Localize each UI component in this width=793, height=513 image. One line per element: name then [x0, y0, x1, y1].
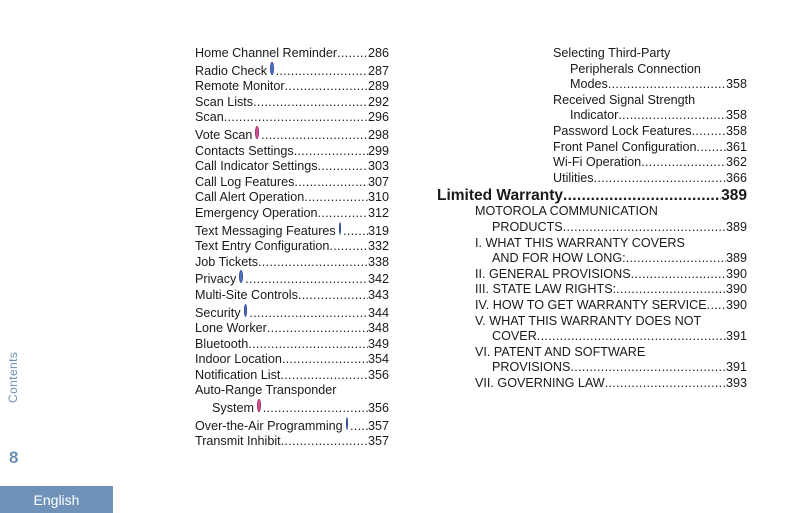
toc-leader-dots: [697, 140, 726, 156]
toc-entry-title: PROVISIONS: [492, 360, 571, 375]
toc-entry-title: Call Alert Operation: [195, 190, 305, 205]
toc-page-number: 354: [367, 352, 389, 367]
toc-entry-title: VII. GOVERNING LAW: [475, 375, 605, 390]
toc-entry[interactable]: [195, 255, 389, 271]
toc-page-number: 390: [725, 297, 747, 312]
toc-entry-title: MOTOROLA COMMUNICATION: [475, 204, 658, 219]
toc-entry[interactable]: [195, 222, 389, 240]
toc-leader-dots: [616, 282, 726, 298]
toc-entry-title: Emergency Operation: [195, 205, 318, 220]
toc-entry-title: Front Panel Configuration: [553, 139, 697, 154]
toc-page-number: 389: [721, 187, 747, 205]
toc-entry[interactable]: [195, 206, 389, 222]
toc-entry[interactable]: [475, 345, 747, 376]
toc-entry-title: AND FOR HOW LONG:: [492, 251, 626, 266]
toc-entry[interactable]: [195, 62, 389, 80]
toc-page-number: 299: [367, 143, 389, 158]
toc-leader-dots: [253, 95, 368, 111]
toc-entry-title: Job Tickets: [195, 254, 258, 269]
toc-entry-title: V. WHAT THIS WARRANTY DOES NOT: [475, 313, 702, 328]
toc-entry[interactable]: [475, 204, 747, 235]
toc-entry-title: Password Lock Features: [553, 123, 692, 138]
toc-page-number: 298: [367, 127, 389, 142]
toc-leader-dots: [692, 124, 726, 140]
toc-entry[interactable]: [195, 383, 389, 416]
toc-leader-dots: [318, 159, 368, 175]
toc-entry-title: I. WHAT THIS WARRANTY COVERS: [475, 235, 685, 250]
toc-entry-title: Remote Monitor: [195, 79, 285, 94]
toc-column-right: [437, 46, 747, 391]
toc-leader-dots: [605, 376, 726, 392]
toc-page-number: 390: [725, 282, 747, 297]
toc-entry[interactable]: [195, 46, 389, 62]
toc-leader-dots: [631, 267, 726, 283]
toc-page-number: 344: [367, 305, 389, 320]
toc-entry-title: Call Indicator Settings: [195, 159, 318, 174]
toc-entry-title: II. GENERAL PROVISIONS: [475, 266, 631, 281]
toc-leader-dots: [280, 368, 368, 384]
toc-entry-title: Notification List: [195, 367, 281, 382]
toc-leader-dots: [626, 251, 726, 267]
toc-leader-dots: [570, 360, 726, 376]
toc-leader-dots: [298, 288, 368, 304]
toc-entry[interactable]: [195, 79, 389, 95]
toc-leader-dots: [337, 46, 368, 62]
toc-entry-title: COVER: [492, 329, 537, 344]
toc-page-number: 338: [367, 254, 389, 269]
toc-leader-dots: [249, 306, 368, 322]
toc-entry-title: Selecting Third-Party: [553, 46, 671, 60]
toc-page-number: 389: [725, 251, 747, 266]
software-feature-icon: [339, 222, 341, 235]
toc-entry[interactable]: [475, 282, 747, 298]
toc-leader-dots: [294, 175, 368, 191]
toc-page-number: 348: [367, 321, 389, 336]
toc-entry[interactable]: [195, 417, 389, 435]
software-feature-icon: [244, 304, 248, 317]
toc-entry[interactable]: [553, 46, 747, 93]
toc-page-number: 289: [367, 79, 389, 94]
toc-leader-dots: [248, 337, 368, 353]
software-feature-icon: [239, 270, 243, 283]
toc-entry[interactable]: [475, 314, 747, 345]
toc-entry-title: PRODUCTS: [492, 219, 563, 234]
toc-entry[interactable]: [195, 126, 389, 144]
toc-page-number: 358: [725, 108, 747, 123]
toc-entry[interactable]: [195, 95, 389, 111]
toc-entry[interactable]: [195, 110, 389, 126]
toc-entry[interactable]: [553, 171, 747, 187]
toc-leader-dots: [563, 186, 721, 205]
toc-entry-title: Contacts Settings: [195, 143, 294, 158]
toc-entry[interactable]: [195, 434, 389, 450]
toc-leader-dots: [281, 434, 368, 450]
toc-page-number: 356: [367, 367, 389, 382]
toc-entry-title: Home Channel Reminder: [195, 46, 338, 60]
software-feature-icon: [270, 62, 273, 75]
toc-page-number: 361: [725, 139, 747, 154]
toc-leader-dots: [263, 401, 368, 417]
toc-page-number: 390: [725, 266, 747, 281]
sidebar-section-label: Contents: [6, 351, 20, 403]
toc-entry-title: Scan Lists: [195, 94, 254, 109]
toc-entry-title: III. STATE LAW RIGHTS:: [475, 282, 617, 297]
toc-entry-title: Scan: [195, 110, 224, 125]
toc-leader-dots: [594, 171, 726, 187]
toc-page-number: 349: [367, 336, 389, 351]
toc-entry[interactable]: [553, 140, 747, 156]
toc-leader-dots: [245, 272, 368, 288]
toc-page-number: 296: [367, 110, 389, 125]
toc-entry[interactable]: [195, 175, 389, 191]
toc-entry-title: Security: [195, 305, 241, 320]
toc-entry-title: Indicator: [570, 108, 619, 123]
toc-page-number: 362: [725, 155, 747, 170]
capacity-max-feature-icon: [257, 399, 261, 412]
toc-entry[interactable]: [195, 304, 389, 322]
toc-leader-dots: [329, 239, 368, 255]
toc-entry[interactable]: [195, 337, 389, 353]
toc-entry-title: Modes: [570, 77, 608, 92]
toc-entry-title: Received Signal Strength: [553, 92, 696, 107]
toc-page-number: 287: [367, 63, 389, 78]
toc-leader-dots: [318, 206, 368, 222]
toc-entry-title: Transmit Inhibit: [195, 434, 281, 449]
toc-entry-title: Text Messaging Features: [195, 223, 336, 238]
toc-entry-title: Text Entry Configuration: [195, 239, 330, 254]
toc-page-number: 307: [367, 174, 389, 189]
toc-entry-title: Vote Scan: [195, 127, 253, 142]
toc-leader-dots: [294, 144, 368, 160]
toc-page-number: 343: [367, 287, 389, 302]
toc-entry[interactable]: [195, 190, 389, 206]
toc-page-number: 312: [367, 205, 389, 220]
toc-entry-title: Privacy: [195, 272, 237, 287]
toc-page-number: 393: [725, 375, 747, 390]
toc-leader-dots: [285, 79, 368, 95]
toc-entry-title: Bluetooth: [195, 336, 249, 351]
toc-page-number: 292: [367, 94, 389, 109]
page-number: 8: [9, 448, 19, 467]
toc-entry[interactable]: [195, 270, 389, 288]
toc-entry[interactable]: [195, 144, 389, 160]
toc-entry[interactable]: [195, 321, 389, 337]
toc-entry[interactable]: [553, 155, 747, 171]
toc-column-left: [195, 46, 389, 450]
toc-page-number: 391: [725, 329, 747, 344]
toc-section-limited-warranty[interactable]: [437, 186, 747, 205]
toc-entry-title: Auto-Range Transponder: [195, 383, 337, 398]
toc-warranty-entries: [437, 204, 747, 391]
toc-page-number: 358: [725, 123, 747, 138]
toc-page-number: 357: [367, 434, 389, 449]
toc-entry[interactable]: [195, 352, 389, 368]
toc-entry[interactable]: [475, 236, 747, 267]
toc-entry-title: Multi-Site Controls: [195, 287, 298, 302]
toc-leader-dots: [276, 64, 368, 80]
toc-entry[interactable]: [195, 288, 389, 304]
toc-page-number: 342: [367, 272, 389, 287]
toc-leader-dots: [304, 190, 368, 206]
toc-leader-dots: [258, 255, 368, 271]
toc-leader-dots: [267, 321, 368, 337]
toc-entry-title: Over-the-Air Programming: [195, 418, 343, 433]
toc-entry-title: System: [212, 401, 254, 416]
toc-entry-title: VI. PATENT AND SOFTWARE: [475, 344, 646, 359]
toc-leader-dots: [563, 220, 726, 236]
toc-entry[interactable]: [553, 93, 747, 124]
toc-page-number: 389: [725, 219, 747, 234]
toc-page-number: 286: [367, 46, 389, 60]
toc-entry-title: Peripherals Connection: [570, 61, 701, 76]
toc-continued-entries: [437, 46, 747, 186]
software-feature-icon: [346, 417, 348, 430]
toc-section-title: Limited Warranty: [437, 187, 564, 205]
toc-entry[interactable]: [195, 239, 389, 255]
toc-entry[interactable]: [195, 368, 389, 384]
capacity-max-feature-icon: [255, 126, 259, 139]
toc-leader-dots: [537, 329, 726, 345]
toc-leader-dots: [641, 155, 726, 171]
toc-page-number: 303: [367, 159, 389, 174]
toc-page-number: 332: [367, 239, 389, 254]
toc-entry-title: Indoor Location: [195, 352, 282, 367]
toc-page-number: 310: [367, 190, 389, 205]
toc-page-number: 319: [367, 223, 389, 238]
toc-leader-dots: [618, 108, 726, 124]
toc-leader-dots: [707, 298, 726, 314]
toc-leader-dots: [224, 110, 368, 126]
toc-entry-title: IV. HOW TO GET WARRANTY SERVICE: [475, 297, 707, 312]
toc-entry[interactable]: [475, 298, 747, 314]
toc-page-number: 356: [367, 401, 389, 416]
toc-entry-title: Radio Check: [195, 63, 268, 78]
toc-entry-title: Call Log Features: [195, 174, 295, 189]
toc-page-number: 358: [725, 77, 747, 92]
toc-entry-title: Wi-Fi Operation: [553, 155, 642, 170]
toc-entry[interactable]: [553, 124, 747, 140]
toc-page-number: 357: [367, 418, 389, 433]
toc-entry-title: Lone Worker: [195, 321, 267, 336]
toc-page-number: 366: [725, 170, 747, 185]
toc-page-number: 391: [725, 360, 747, 375]
toc-entry[interactable]: [475, 267, 747, 283]
language-tab: English: [0, 486, 113, 513]
toc-entry[interactable]: [475, 376, 747, 392]
toc-leader-dots: [282, 352, 368, 368]
toc-entry[interactable]: [195, 159, 389, 175]
toc-leader-dots: [261, 128, 368, 144]
toc-entry-title: Utilities: [553, 170, 594, 185]
toc-leader-dots: [608, 77, 726, 93]
